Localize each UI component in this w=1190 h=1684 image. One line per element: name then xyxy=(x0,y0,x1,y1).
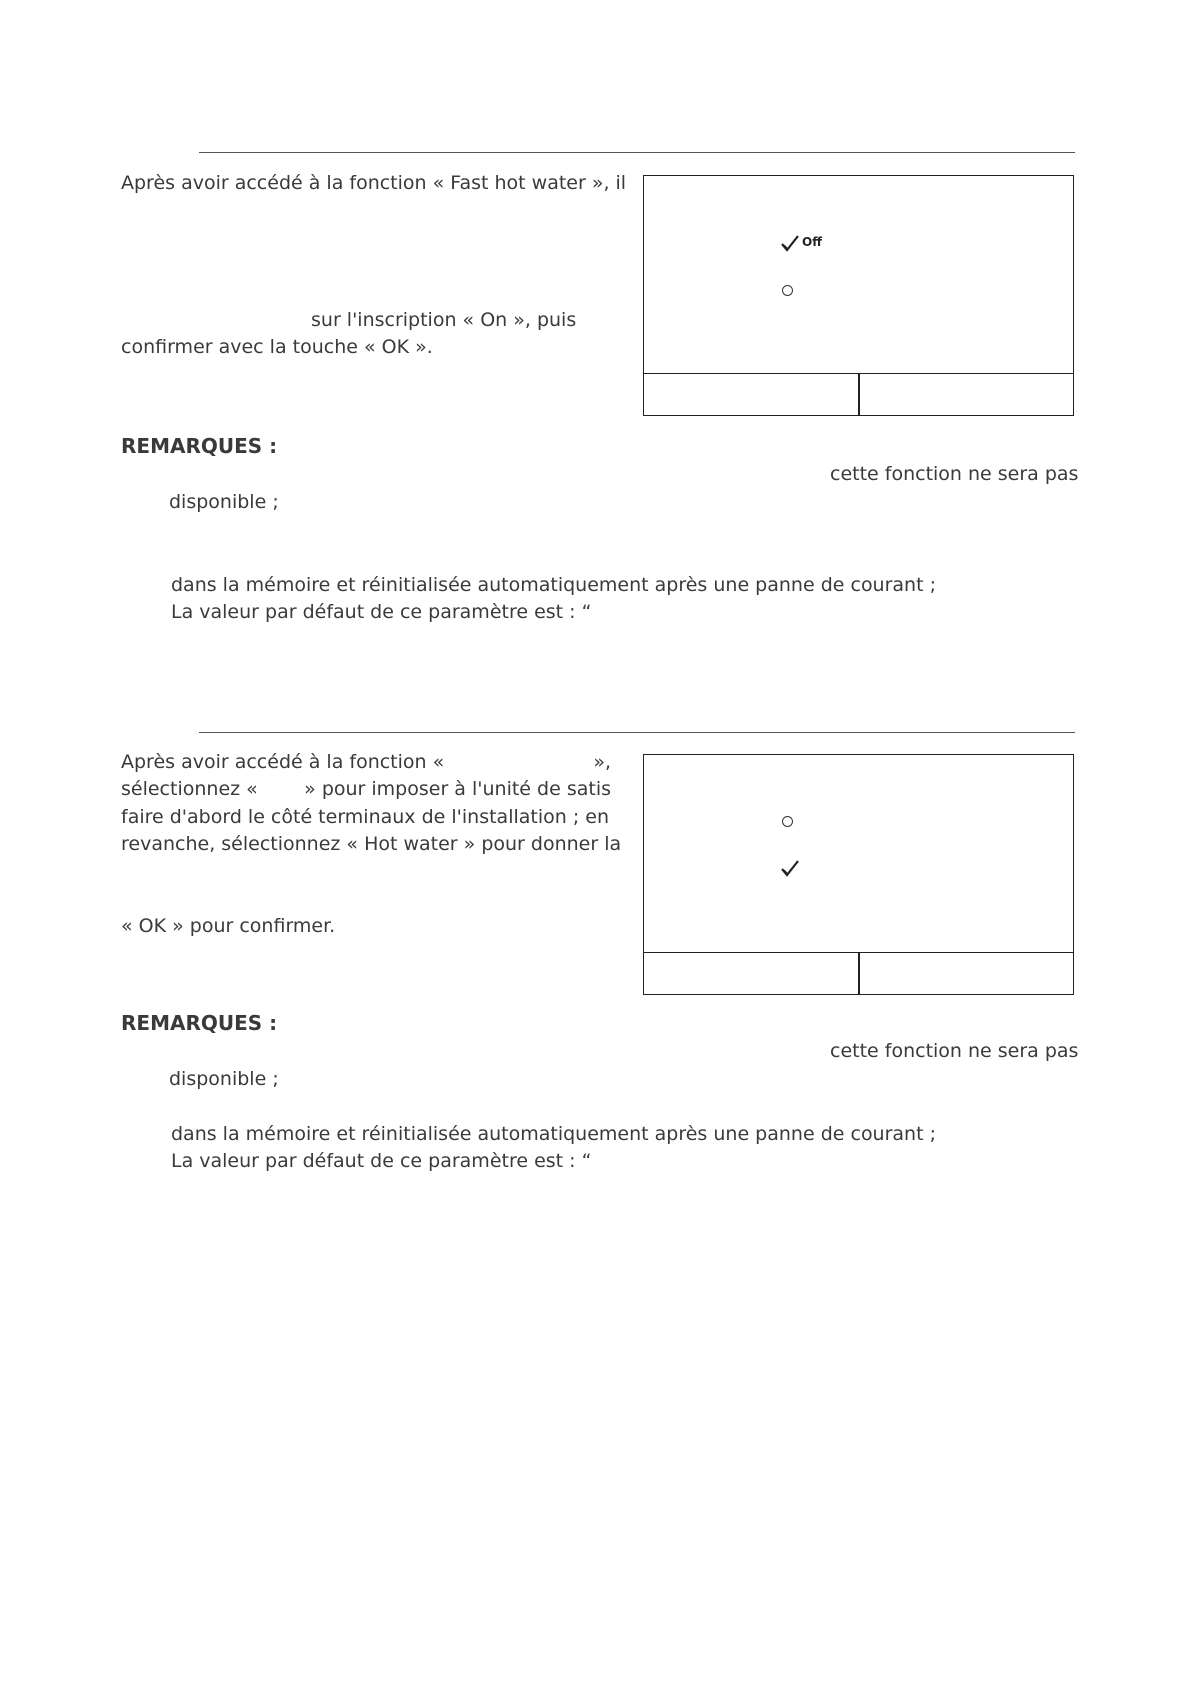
radio-empty-icon[interactable] xyxy=(782,816,793,827)
radio-empty-icon[interactable] xyxy=(782,285,793,296)
section1-para-line3: confirmer avec la touche « OK ». xyxy=(121,336,433,358)
section2-remark-line4: La valeur par défaut de ce paramètre est : “ xyxy=(171,1150,592,1172)
option-off-label: Off xyxy=(802,235,822,249)
softkey-divider xyxy=(858,374,860,415)
checkmark-icon xyxy=(780,858,800,878)
section1-remark-line2: disponible ; xyxy=(169,491,279,513)
section1-remark-line4: La valeur par défaut de ce paramètre est : “ xyxy=(171,601,592,623)
section2-para-line3: faire d'abord le côté terminaux de l'installation ; en xyxy=(121,806,610,828)
softkey-divider xyxy=(858,953,860,994)
section2-remark-line2: disponible ; xyxy=(169,1068,279,1090)
section1-remarks-title: REMARQUES : xyxy=(121,434,278,458)
section2-para-line1-right: », xyxy=(593,751,611,773)
section2-para-line2-left: sélectionnez « xyxy=(121,778,258,800)
section2-display-screen xyxy=(643,754,1074,995)
section2-para-line2 xyxy=(121,776,611,803)
section2-remark-line3: dans la mémoire et réinitialisée automatiquement après une panne de courant ; xyxy=(171,1123,936,1145)
section1-remark-line1: cette fonction ne sera pas xyxy=(830,463,1079,485)
checkmark-icon xyxy=(780,233,800,253)
section2-para-line2-right: » pour imposer à l'unité de satis xyxy=(304,778,611,800)
section2-para-line1-left: Après avoir accédé à la fonction « xyxy=(121,751,445,773)
section2-para-line4: revanche, sélectionnez « Hot water » pour donner la xyxy=(121,833,622,855)
screen-softkey-bar xyxy=(644,952,1073,994)
screen-softkey-bar xyxy=(644,373,1073,415)
section1-remark-line3: dans la mémoire et réinitialisée automatiquement après une panne de courant ; xyxy=(171,574,936,596)
section1-display-screen xyxy=(643,175,1074,416)
section1-rule xyxy=(199,152,1075,153)
section2-para-line1 xyxy=(121,749,611,776)
section1-para-line2: sur l'inscription « On », puis xyxy=(311,309,577,331)
section2-rule xyxy=(199,732,1075,733)
section2-remark-line1: cette fonction ne sera pas xyxy=(830,1040,1079,1062)
section2-para-line5: « OK » pour confirmer. xyxy=(121,915,336,937)
section1-para-line1: Après avoir accédé à la fonction « Fast hot water », il xyxy=(121,172,627,194)
section2-remarks-title: REMARQUES : xyxy=(121,1011,278,1035)
